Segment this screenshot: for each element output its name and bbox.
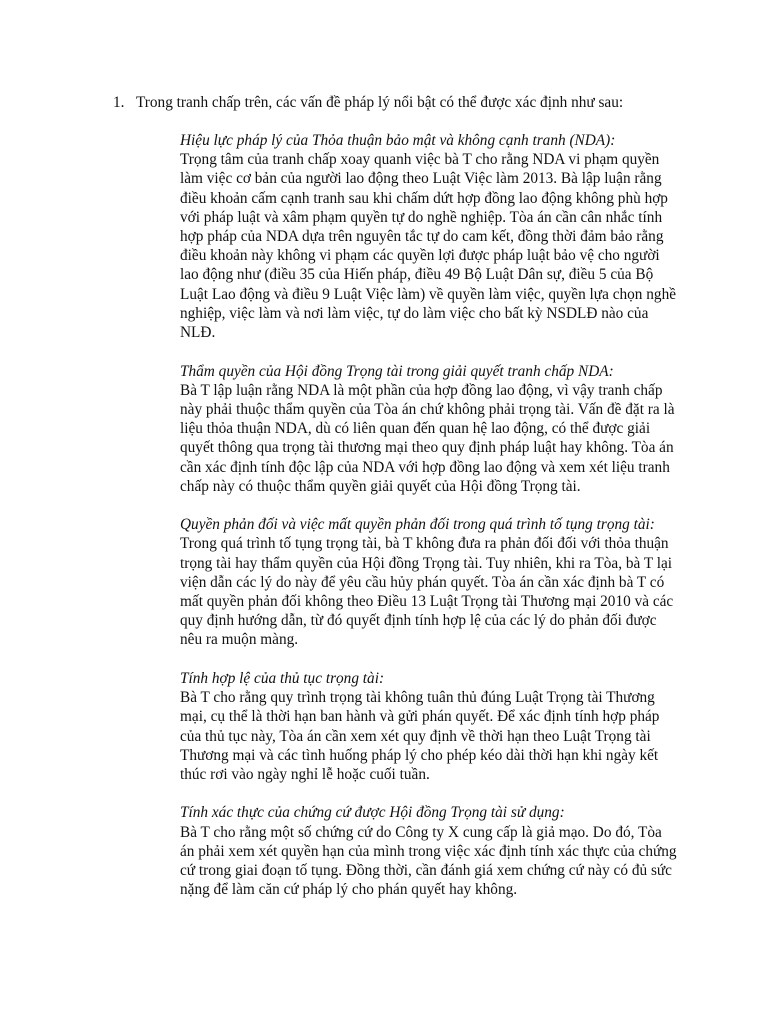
section-paragraph (180, 515, 680, 649)
issue-section-arbitral-jurisdiction (180, 362, 680, 496)
section-body: Bà T cho rằng quy trình trọng tài không tuân thủ đúng Luật Trọng tài Thương mại, cụ thể là thời hạn ban hành và gửi phán quyết. Để xác định tính hợp pháp của thủ tục này, Tòa án cần xem xét quy định về thời hạn theo Luật Trọng tài Thương mại và các tình huống pháp lý cho phép kéo dài thời hạn khi ngày kết thúc rơi vào ngày nghỉ lễ hoặc cuối tuần. (180, 689, 660, 783)
section-body: Bà T cho rằng một số chứng cứ do Công ty X cung cấp là giả mạo. Do đó, Tòa án phải xem xét quyền hạn của mình trong việc xác định tính xác thực của chứng cứ trong giai đoạn tố tụng. Đồng thời, cần đánh giá xem chứng cứ này có đủ sức nặng để làm căn cứ pháp lý cho phán quyết hay không. (180, 823, 677, 899)
section-heading: Quyền phản đối và việc mất quyền phản đối trong quá trình tố tụng trọng tài: (180, 516, 655, 534)
section-body: Trọng tâm của tranh chấp xoay quanh việc bà T cho rằng NDA vi phạm quyền làm việc cơ bản của người lao động theo Luật Việc làm 2013. Bà lập luận rằng điều khoản cấm cạnh tranh sau khi chấm dứt hợp đồng lao động không phù hợp với pháp luật và xâm phạm quyền tự do nghề nghiệp. Tòa án cần cân nhắc tính hợp pháp của NDA dựa trên nguyên tắc tự do cam kết, đồng thời đảm bảo rằng điều khoản này không vi phạm các quyền lợi được pháp luật bảo vệ cho người lao động như (điều 35 của Hiến pháp, điều 49 Bộ Luật Dân sự, điều 5 của Bộ Luật Lao động và điều 9 Luật Việc làm) về quyền làm việc, quyền lựa chọn nghề nghiệp, việc làm và nơi làm việc, tự do làm việc cho bất kỳ NSDLĐ nào của NLĐ. (180, 151, 677, 342)
numbered-list-item (113, 93, 713, 112)
section-heading: Tính xác thực của chứng cứ được Hội đồng Trọng tài sử dụng: (180, 804, 565, 822)
section-body: Bà T lập luận rằng NDA là một phần của hợp đồng lao động, vì vậy tranh chấp này phải thuộc thẩm quyền của Tòa án chứ không phải trọng tài. Vấn đề đặt ra là liệu thỏa thuận NDA, dù có liên quan đến quan hệ lao động, có thể được giải quyết thông qua trọng tài thương mại theo quy định pháp luật hay không. Tòa án cần xác định tính độc lập của NDA với hợp đồng lao động và xem xét liệu tranh chấp này có thuộc thẩm quyền giải quyết của Hội đồng Trọng tài. (180, 381, 675, 495)
section-heading: Hiệu lực pháp lý của Thỏa thuận bảo mật và không cạnh tranh (NDA): (180, 132, 616, 149)
issue-section-evidence-authenticity (180, 803, 680, 899)
section-body: Trong quá trình tố tụng trọng tài, bà T không đưa ra phản đối đối với thỏa thuận trọng tài hay thẩm quyền của Hội đồng Trọng tài. Tuy nhiên, khi ra Tòa, bà T lại viện dẫn các lý do này để yêu cầu hủy phán quyết. Tòa án cần xác định bà T có mất quyền phản đối không theo Điều 13 Luật Trọng tài Thương mại 2010 và các quy định hướng dẫn, từ đó quyết định tính hợp lệ của các lý do phản đối được nêu ra muộn màng. (180, 535, 674, 649)
list-item-text: Trong tranh chấp trên, các vấn đề pháp lý nổi bật có thể được xác định như sau: (136, 94, 624, 111)
issue-section-right-to-object (180, 515, 680, 649)
issue-section-nda-validity (180, 131, 680, 342)
issue-sections (180, 131, 680, 919)
issue-section-procedure-validity (180, 669, 680, 784)
section-heading: Thẩm quyền của Hội đồng Trọng tài trong giải quyết tranh chấp NDA: (180, 362, 614, 380)
list-number: 1. (113, 94, 125, 111)
section-heading: Tính hợp lệ của thủ tục trọng tài: (180, 669, 385, 687)
